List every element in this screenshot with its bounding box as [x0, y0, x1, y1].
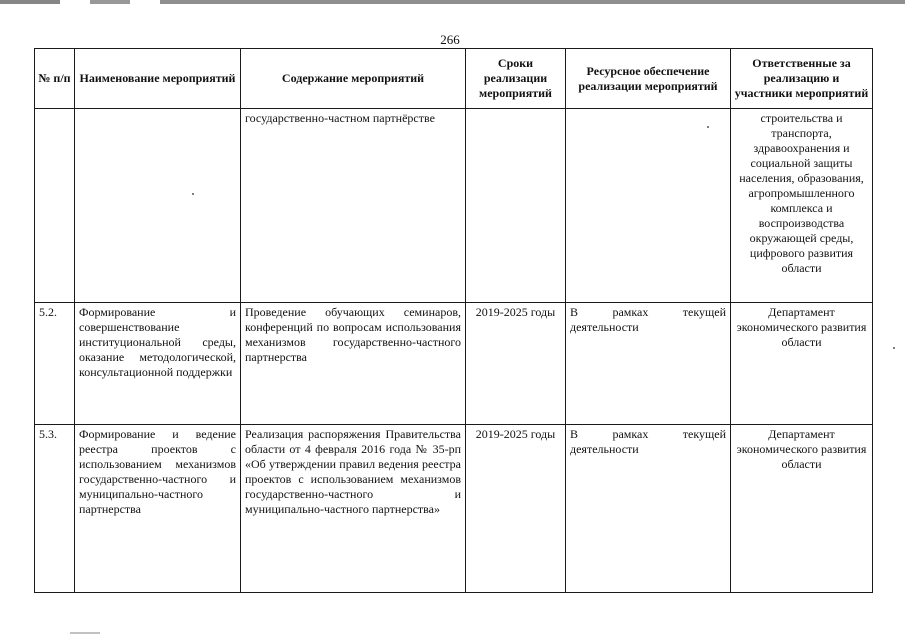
cell-terms [466, 109, 566, 303]
scan-speck [893, 347, 895, 349]
cell-num: 5.2. [35, 303, 75, 425]
table-header-row [35, 49, 873, 109]
page-number: 266 [440, 32, 460, 47]
cell-content: Проведение обучающих семинаров, конференций по вопросам использования механизмов государственно-частного партнерства [241, 303, 466, 425]
cell-num: 5.3. [35, 425, 75, 593]
header-responsible: Ответственные за реализацию и участники мероприятий [731, 49, 873, 109]
cell-content: Реализация распоряжения Правительства области от 4 февраля 2016 года № 35-рп «Об утверждении правил ведения реестра проектов с использованием механизмов государственно-частного и муниципально-частного партнерства» [241, 425, 466, 593]
cell-name [75, 109, 241, 303]
cell-terms: 2019-2025 годы [466, 303, 566, 425]
header-terms: Сроки реализации мероприятий [466, 49, 566, 109]
scan-edge-top [0, 0, 905, 4]
cell-resources [566, 109, 731, 303]
scan-edge-bottom [70, 632, 100, 634]
table-row [35, 303, 873, 425]
cell-name: Формирование и совершенствование институциональной среды, оказание методологической, консультационной поддержки [75, 303, 241, 425]
cell-responsible: Департамент экономического развития области [731, 303, 873, 425]
cell-content: государственно-частном партнёрстве [241, 109, 466, 303]
table-row [35, 425, 873, 593]
cell-responsible: строительства и транспорта, здравоохранения и социальной защиты населения, образования, агропромышленного комплекса и воспроизводства окружающей среды, цифрового развития области [731, 109, 873, 303]
header-resources: Ресурсное обеспечение реализации мероприятий [566, 49, 731, 109]
table-row [35, 109, 873, 303]
cell-responsible: Департамент экономического развития области [731, 425, 873, 593]
scan-speck [192, 193, 194, 195]
cell-name: Формирование и ведение реестра проектов с использованием механизмов государственно-частного и муниципально-частного партнерства [75, 425, 241, 593]
header-name: Наименование мероприятий [75, 49, 241, 109]
cell-resources: В рамках текущей деятельности [566, 303, 731, 425]
activities-table [34, 48, 873, 593]
cell-num [35, 109, 75, 303]
scan-speck [707, 126, 709, 128]
cell-resources: В рамках текущей деятельности [566, 425, 731, 593]
header-num: № п/п [35, 49, 75, 109]
header-content: Содержание мероприятий [241, 49, 466, 109]
cell-terms: 2019-2025 годы [466, 425, 566, 593]
